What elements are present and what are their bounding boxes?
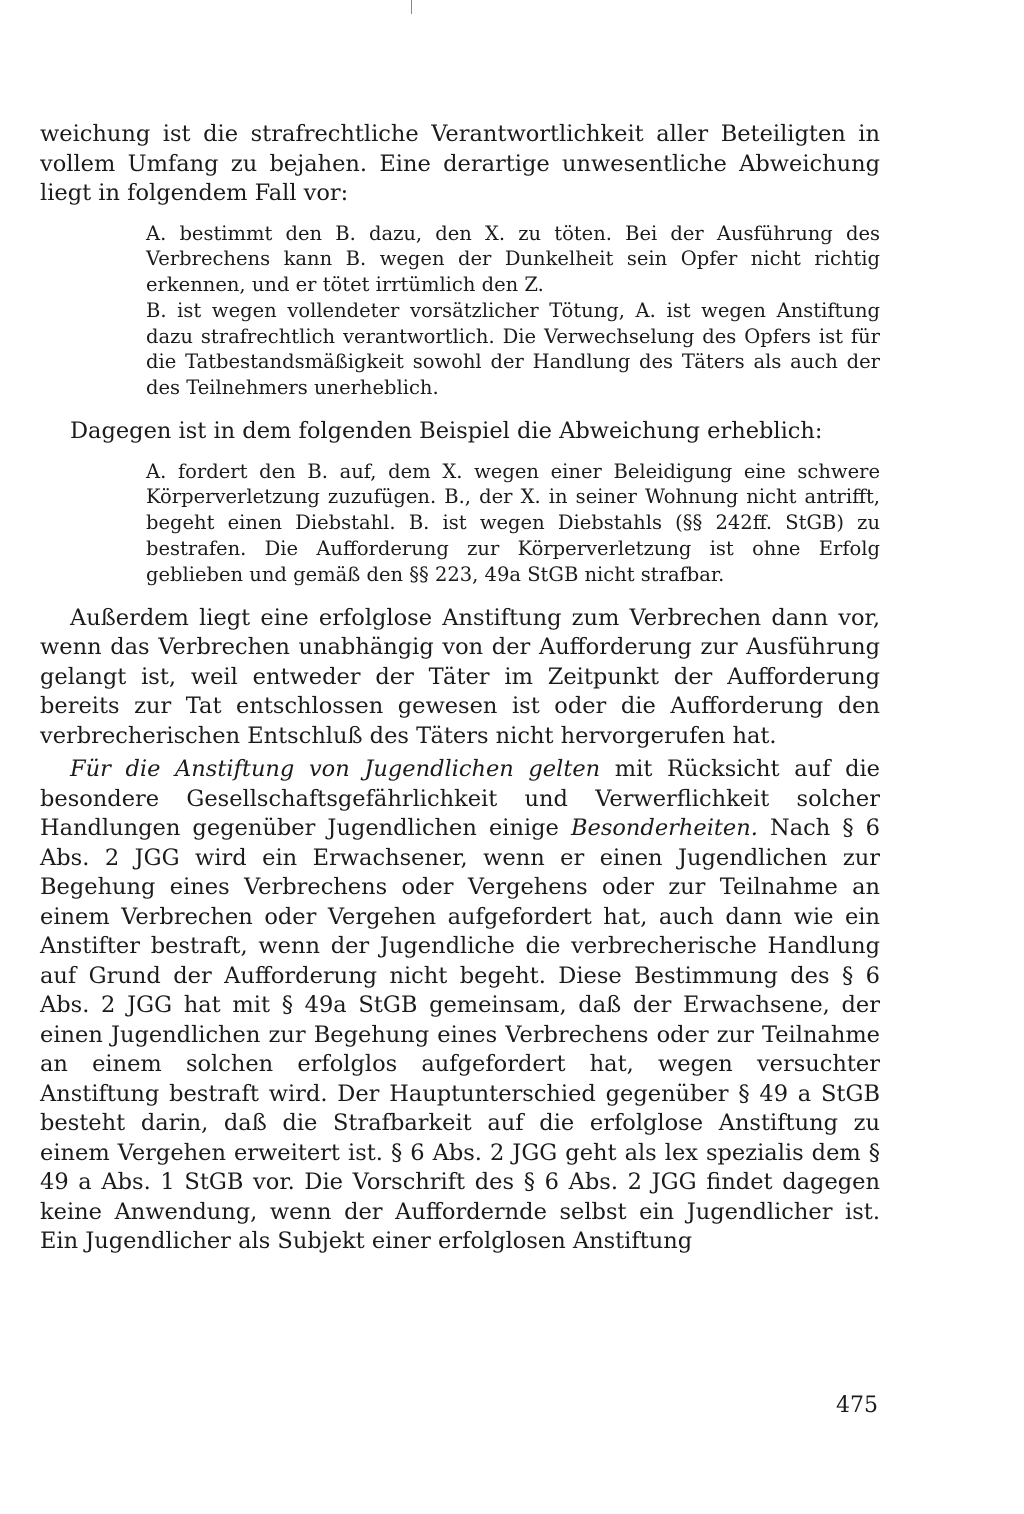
example-2-case: A. fordert den B. auf, dem X. wegen einer Beleidigung eine schwere Körperverletzung zuzufügen. B., der X. in seiner Wohnung nicht antrifft, begeht einen Diebstahl. B. ist wegen Diebstahls (§§ 242ff. StGB) zu bestrafen. Die Aufforderung zur Körperverletzung ist ohne Erfolg geblieben und gemäß den §§ 223, 49a StGB nicht strafbar.	[146, 459, 880, 586]
paragraph-text: Nach § 6 Abs. 2 JGG wird ein Erwachsener, wenn er einen Jugendlichen zur Begehung eines Verbrechens oder Vergehens oder zur Teilnahme an einem Verbrechen oder Vergehen aufgefordert hat, auch dann wie ein Anstifter bestraft, wenn der Jugendliche die verbrecherische Handlung auf Grund der Aufforderung nicht begeht. Diese Bestimmung des § 6 Abs. 2 JGG hat mit § 49a StGB gemeinsam, daß der Erwachsene, der einen Jugendlichen zur Begehung eines Verbrechens oder zur Teilnahme an einem solchen erfolglos aufgefordert hat, wegen versuchter Anstiftung bestraft wird. Der Hauptunterschied gegenüber § 49 a StGB besteht darin, daß die Strafbarkeit auf die erfolglose Anstiftung zu einem Vergehen erweitert ist. § 6 Abs. 2 JGG geht als lex spezialis dem § 49 a Abs. 1 StGB vor. Die Vorschrift des § 6 Abs. 2 JGG findet dagegen keine Anwendung, wenn der Auffordernde selbst ein Jugendlicher ist. Ein Jugendlicher als Subjekt einer erfolglosen Anstiftung	[40, 815, 880, 1255]
spacer	[40, 447, 880, 459]
paragraph-juveniles	[40, 755, 880, 1257]
page-number: 475	[836, 1393, 878, 1418]
spacer	[40, 588, 880, 604]
italic-emphasis: Besonderheiten.	[570, 815, 758, 842]
page-body	[40, 120, 880, 1257]
spacer	[40, 209, 880, 221]
example-1-explanation: B. ist wegen vollendeter vorsätzlicher Tötung, A. ist wegen Anstiftung dazu strafrechtlich verantwortlich. Die Verwechselung des Opfers ist für die Tatbestandsmäßigkeit sowohl der Handlung des Täters als auch der des Teilnehmers unerheblich.	[146, 298, 880, 400]
example-1-case: A. bestimmt den B. dazu, den X. zu töten. Bei der Ausführung des Verbrechens kann B. wegen der Dunkelheit sein Opfer nicht richtig erkennen, und er tötet irrtümlich den Z.	[146, 221, 880, 297]
example-block-1	[146, 221, 880, 402]
paragraph-text: mit Rücksicht auf die besondere Gesellschaftsgefährlichkeit und Verwerflichkeit solcher Handlungen gegenüber Jugendlichen einige	[40, 756, 880, 842]
example-block-2	[146, 459, 880, 588]
scan-mark	[411, 0, 412, 14]
paragraph-unsuccessful-incitement: Außerdem liegt eine erfolglose Anstiftung zum Verbrechen dann vor, wenn das Verbrechen unabhängig von der Aufforderung zur Ausführung gelangt ist, weil entweder der Täter im Zeitpunkt der Aufforderung bereits zur Tat entschlossen gewesen ist oder die Aufforderung den verbrecherischen Entschluß des Täters nicht hervorgerufen hat.	[40, 604, 880, 749]
paragraph-transition: Dagegen ist in dem folgenden Beispiel die Abweichung erheblich:	[70, 418, 823, 445]
spacer	[40, 401, 880, 417]
paragraph-continuation: weichung ist die strafrechtliche Verantwortlichkeit aller Beteiligten in vollem Umfang zu bejahen. Eine derartige unwesentliche Abweichung liegt in folgendem Fall vor:	[40, 121, 880, 206]
italic-lead-text: Für die Anstiftung von Jugendlichen gelten	[70, 756, 601, 783]
